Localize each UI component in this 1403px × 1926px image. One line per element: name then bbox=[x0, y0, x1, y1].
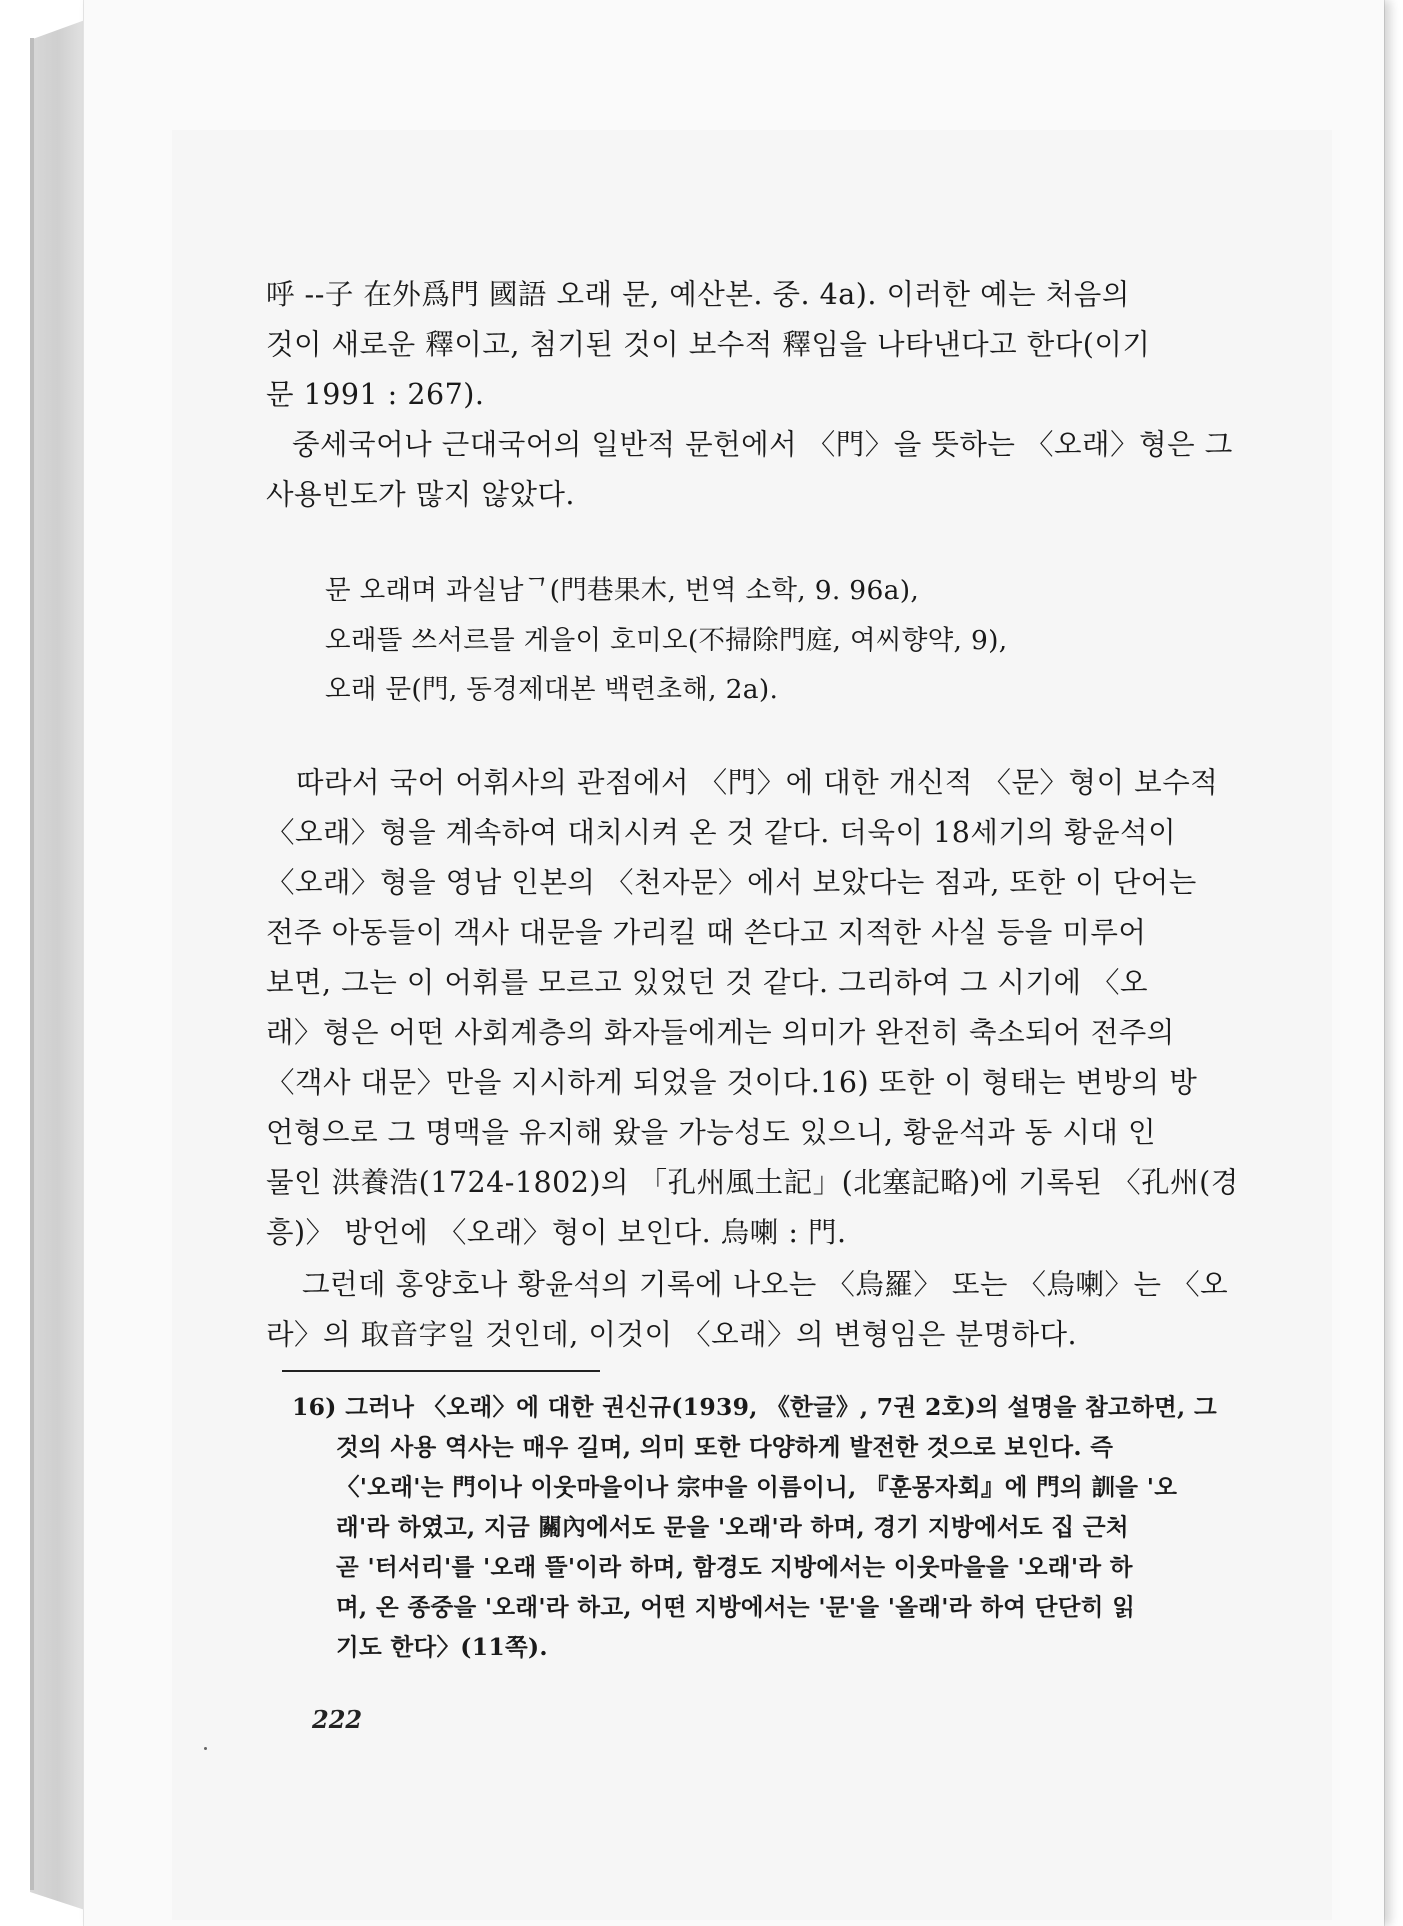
footnote-line: 곧 '터서리'를 '오래 뜰'이라 하며, 함경도 지방에서는 이웃마을을 '오래'라 하 bbox=[336, 1553, 1133, 1581]
body-line: 래〉형은 어떤 사회계층의 화자들에게는 의미가 완전히 축소되어 전주의 bbox=[266, 1016, 1175, 1049]
page-number: 222 bbox=[312, 1705, 363, 1734]
footnote-rule bbox=[282, 1370, 600, 1372]
body-line: 언형으로 그 명맥을 유지해 왔을 가능성도 있으니, 황윤석과 동 시대 인 bbox=[266, 1116, 1157, 1149]
body-line: 〈오래〉형을 계속하여 대치시켜 온 것 같다. 더욱이 18세기의 황윤석이 bbox=[266, 816, 1177, 849]
footnote-line: 래'라 하였고, 지금 關內에서도 문을 '오래'라 하며, 경기 지방에서도 집 근처 bbox=[336, 1513, 1129, 1541]
body-line: 〈오래〉형을 영남 인본의 〈천자문〉에서 보았다는 점과, 또한 이 단어는 bbox=[266, 866, 1197, 899]
footnote-line: 것의 사용 역사는 매우 길며, 의미 또한 다양하게 발전한 것으로 보인다. 즉 bbox=[336, 1433, 1114, 1461]
body-line: 呼 --子 在外爲門 國語 오래 문, 예산본. 중. 4a). 이러한 예는 처음의 bbox=[266, 278, 1130, 311]
quote-line: 문 오래며 과실남ᄀ(門巷果木, 번역 소학, 9. 96a), bbox=[325, 575, 920, 606]
body-line: 흥)〉 방언에 〈오래〉형이 보인다. 烏喇 : 門. bbox=[266, 1216, 847, 1249]
scan-speck bbox=[204, 1747, 207, 1750]
body-line: 문 1991 : 267). bbox=[266, 378, 485, 411]
body-line: 사용빈도가 많지 않았다. bbox=[266, 478, 575, 511]
body-line: 따라서 국어 어휘사의 관점에서 〈門〉에 대한 개신적 〈문〉형이 보수적 bbox=[296, 766, 1219, 799]
body-line: 〈객사 대문〉만을 지시하게 되었을 것이다.16) 또한 이 형태는 변방의 방 bbox=[266, 1066, 1198, 1099]
footnote-line: 며, 온 종중을 '오래'라 하고, 어떤 지방에서는 '문'을 '올래'라 하여 단단히 읽 bbox=[336, 1593, 1136, 1621]
body-line: 중세국어나 근대국어의 일반적 문헌에서 〈門〉을 뜻하는 〈오래〉형은 그 bbox=[292, 428, 1233, 461]
book-spine bbox=[30, 20, 85, 1910]
body-line: 보면, 그는 이 어휘를 모르고 있었던 것 같다. 그리하여 그 시기에 〈오 bbox=[266, 966, 1149, 999]
spine-edge bbox=[30, 38, 34, 1890]
footnote-line: 기도 한다〉(11쪽). bbox=[336, 1633, 548, 1661]
body-line: 것이 새로운 釋이고, 첨기된 것이 보수적 釋임을 나타낸다고 한다(이기 bbox=[266, 328, 1151, 361]
quote-line: 오래 문(門, 동경제대본 백련초해, 2a). bbox=[325, 674, 779, 705]
body-line: 전주 아동들이 객사 대문을 가리킬 때 쓴다고 지적한 사실 등을 미루어 bbox=[266, 916, 1147, 949]
footnote-line: 16) 그러나 〈오래〉에 대한 권신규(1939, 《한글》, 7권 2호)의 설명을 참고하면, 그 bbox=[292, 1393, 1217, 1421]
quote-line: 오래뜰 쓰서르믈 게을이 호미오(不掃除門庭, 여씨향약, 9), bbox=[325, 625, 1008, 656]
footnote-line: 〈'오래'는 門이나 이웃마을이나 宗中을 이름이니, 『훈몽자회』에 門의 訓을 '오 bbox=[336, 1473, 1178, 1501]
body-line: 라〉의 取音字일 것인데, 이것이 〈오래〉의 변형임은 분명하다. bbox=[266, 1318, 1078, 1351]
body-line: 물인 洪養浩(1724-1802)의 「孔州風土記」(北塞記略)에 기록된 〈孔州(경 bbox=[266, 1166, 1239, 1199]
body-line: 그런데 홍양호나 황윤석의 기록에 나오는 〈烏羅〉 또는 〈烏喇〉는 〈오 bbox=[302, 1268, 1229, 1301]
